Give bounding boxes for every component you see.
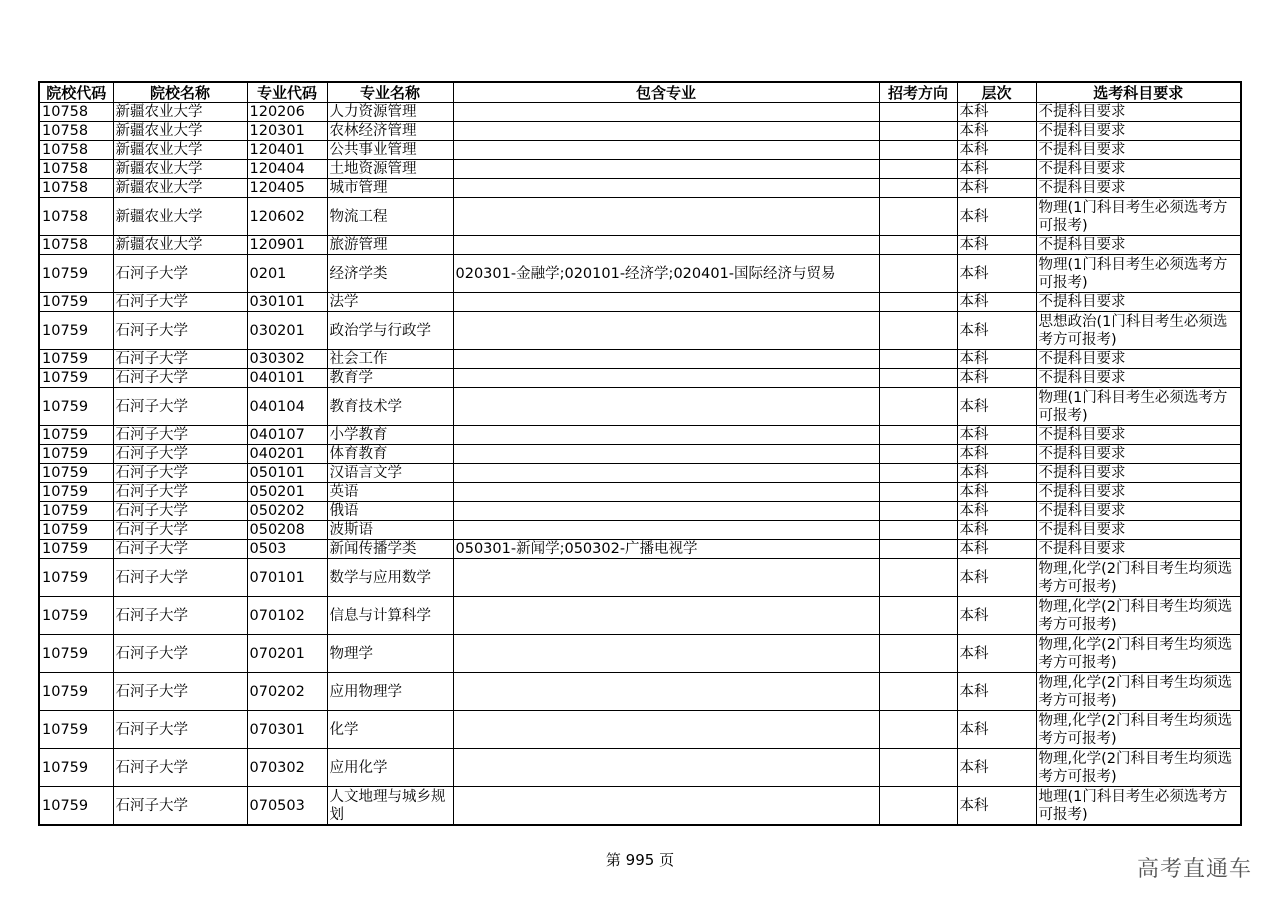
table-row bbox=[39, 521, 1241, 540]
table-row bbox=[39, 198, 1241, 236]
cell-school-name: 新疆农业大学 bbox=[113, 122, 247, 141]
cell-included-majors bbox=[453, 141, 879, 160]
cell-included-majors bbox=[453, 160, 879, 179]
cell-major-code: 050208 bbox=[247, 521, 327, 540]
cell-major-name: 物理学 bbox=[327, 635, 453, 673]
cell-subject-requirement: 地理(1门科目考生必须选考方可报考) bbox=[1036, 787, 1241, 826]
cell-direction bbox=[879, 483, 957, 502]
cell-included-majors bbox=[453, 502, 879, 521]
cell-level: 本科 bbox=[957, 236, 1036, 255]
cell-major-name: 新闻传播学类 bbox=[327, 540, 453, 559]
cell-major-name: 小学教育 bbox=[327, 426, 453, 445]
cell-subject-requirement: 物理(1门科目考生必须选考方可报考) bbox=[1036, 198, 1241, 236]
cell-level: 本科 bbox=[957, 122, 1036, 141]
header-direction: 招考方向 bbox=[879, 82, 957, 103]
cell-school-code: 10759 bbox=[39, 502, 113, 521]
cell-major-code: 070101 bbox=[247, 559, 327, 597]
header-subject-requirement: 选考科目要求 bbox=[1036, 82, 1241, 103]
cell-subject-requirement: 不提科目要求 bbox=[1036, 540, 1241, 559]
cell-major-code: 050202 bbox=[247, 502, 327, 521]
cell-school-code: 10759 bbox=[39, 445, 113, 464]
cell-major-name: 数学与应用数学 bbox=[327, 559, 453, 597]
cell-school-code: 10759 bbox=[39, 597, 113, 635]
cell-school-code: 10759 bbox=[39, 673, 113, 711]
cell-direction bbox=[879, 293, 957, 312]
cell-major-code: 120206 bbox=[247, 103, 327, 122]
cell-level: 本科 bbox=[957, 103, 1036, 122]
cell-major-code: 030302 bbox=[247, 350, 327, 369]
cell-subject-requirement: 不提科目要求 bbox=[1036, 350, 1241, 369]
cell-school-name: 石河子大学 bbox=[113, 426, 247, 445]
cell-included-majors bbox=[453, 635, 879, 673]
cell-major-name: 公共事业管理 bbox=[327, 141, 453, 160]
cell-direction bbox=[879, 749, 957, 787]
cell-major-code: 0503 bbox=[247, 540, 327, 559]
cell-school-name: 石河子大学 bbox=[113, 787, 247, 826]
header-level: 层次 bbox=[957, 82, 1036, 103]
cell-subject-requirement: 物理(1门科目考生必须选考方可报考) bbox=[1036, 388, 1241, 426]
cell-school-code: 10759 bbox=[39, 635, 113, 673]
cell-subject-requirement: 物理,化学(2门科目考生均须选考方可报考) bbox=[1036, 749, 1241, 787]
cell-major-name: 经济学类 bbox=[327, 255, 453, 293]
table-row bbox=[39, 350, 1241, 369]
cell-school-name: 新疆农业大学 bbox=[113, 198, 247, 236]
header-school-name: 院校名称 bbox=[113, 82, 247, 103]
table-row bbox=[39, 122, 1241, 141]
cell-school-name: 石河子大学 bbox=[113, 635, 247, 673]
cell-level: 本科 bbox=[957, 350, 1036, 369]
cell-school-name: 新疆农业大学 bbox=[113, 236, 247, 255]
cell-direction bbox=[879, 141, 957, 160]
cell-level: 本科 bbox=[957, 179, 1036, 198]
cell-level: 本科 bbox=[957, 483, 1036, 502]
cell-direction bbox=[879, 350, 957, 369]
cell-included-majors bbox=[453, 388, 879, 426]
header-major-name: 专业名称 bbox=[327, 82, 453, 103]
table-row bbox=[39, 255, 1241, 293]
header-row bbox=[39, 82, 1241, 103]
cell-subject-requirement: 不提科目要求 bbox=[1036, 369, 1241, 388]
cell-school-name: 新疆农业大学 bbox=[113, 141, 247, 160]
cell-direction bbox=[879, 179, 957, 198]
cell-subject-requirement: 不提科目要求 bbox=[1036, 122, 1241, 141]
cell-direction bbox=[879, 103, 957, 122]
cell-direction bbox=[879, 236, 957, 255]
cell-direction bbox=[879, 198, 957, 236]
cell-major-code: 120404 bbox=[247, 160, 327, 179]
cell-level: 本科 bbox=[957, 369, 1036, 388]
cell-subject-requirement: 物理,化学(2门科目考生均须选考方可报考) bbox=[1036, 673, 1241, 711]
cell-major-name: 社会工作 bbox=[327, 350, 453, 369]
table-row bbox=[39, 179, 1241, 198]
table-body bbox=[39, 103, 1241, 826]
cell-major-name: 人力资源管理 bbox=[327, 103, 453, 122]
cell-major-name: 旅游管理 bbox=[327, 236, 453, 255]
cell-major-code: 070202 bbox=[247, 673, 327, 711]
cell-school-name: 石河子大学 bbox=[113, 369, 247, 388]
table-row bbox=[39, 597, 1241, 635]
cell-subject-requirement: 不提科目要求 bbox=[1036, 103, 1241, 122]
cell-major-name: 物流工程 bbox=[327, 198, 453, 236]
cell-school-name: 石河子大学 bbox=[113, 350, 247, 369]
table-row bbox=[39, 369, 1241, 388]
cell-subject-requirement: 不提科目要求 bbox=[1036, 464, 1241, 483]
cell-school-code: 10758 bbox=[39, 122, 113, 141]
cell-school-code: 10758 bbox=[39, 103, 113, 122]
cell-school-name: 石河子大学 bbox=[113, 464, 247, 483]
cell-included-majors bbox=[453, 312, 879, 350]
cell-school-name: 新疆农业大学 bbox=[113, 160, 247, 179]
cell-major-name: 农林经济管理 bbox=[327, 122, 453, 141]
cell-school-code: 10759 bbox=[39, 293, 113, 312]
cell-direction bbox=[879, 559, 957, 597]
cell-direction bbox=[879, 388, 957, 426]
cell-major-code: 070201 bbox=[247, 635, 327, 673]
cell-school-code: 10759 bbox=[39, 711, 113, 749]
cell-subject-requirement: 物理,化学(2门科目考生均须选考方可报考) bbox=[1036, 711, 1241, 749]
cell-major-code: 040104 bbox=[247, 388, 327, 426]
cell-major-code: 120602 bbox=[247, 198, 327, 236]
cell-level: 本科 bbox=[957, 749, 1036, 787]
cell-school-code: 10758 bbox=[39, 160, 113, 179]
cell-major-code: 0201 bbox=[247, 255, 327, 293]
cell-school-code: 10759 bbox=[39, 350, 113, 369]
cell-school-name: 石河子大学 bbox=[113, 559, 247, 597]
cell-school-name: 石河子大学 bbox=[113, 521, 247, 540]
cell-school-code: 10759 bbox=[39, 483, 113, 502]
cell-subject-requirement: 不提科目要求 bbox=[1036, 160, 1241, 179]
cell-direction bbox=[879, 255, 957, 293]
cell-included-majors bbox=[453, 179, 879, 198]
cell-major-code: 120301 bbox=[247, 122, 327, 141]
cell-direction bbox=[879, 711, 957, 749]
cell-major-code: 070302 bbox=[247, 749, 327, 787]
cell-level: 本科 bbox=[957, 464, 1036, 483]
cell-direction bbox=[879, 464, 957, 483]
table-row bbox=[39, 635, 1241, 673]
cell-subject-requirement: 物理,化学(2门科目考生均须选考方可报考) bbox=[1036, 597, 1241, 635]
cell-included-majors bbox=[453, 122, 879, 141]
cell-school-code: 10759 bbox=[39, 312, 113, 350]
header-included-majors: 包含专业 bbox=[453, 82, 879, 103]
cell-included-majors bbox=[453, 673, 879, 711]
cell-major-name: 俄语 bbox=[327, 502, 453, 521]
cell-major-code: 040107 bbox=[247, 426, 327, 445]
cell-subject-requirement: 不提科目要求 bbox=[1036, 179, 1241, 198]
cell-level: 本科 bbox=[957, 426, 1036, 445]
cell-school-code: 10759 bbox=[39, 255, 113, 293]
cell-direction bbox=[879, 160, 957, 179]
cell-major-code: 030101 bbox=[247, 293, 327, 312]
cell-school-code: 10759 bbox=[39, 559, 113, 597]
cell-level: 本科 bbox=[957, 198, 1036, 236]
cell-major-code: 040101 bbox=[247, 369, 327, 388]
cell-school-name: 石河子大学 bbox=[113, 749, 247, 787]
table-row bbox=[39, 312, 1241, 350]
cell-major-name: 教育学 bbox=[327, 369, 453, 388]
page-number: 第 995 页 bbox=[605, 851, 675, 869]
cell-included-majors: 050301-新闻学;050302-广播电视学 bbox=[453, 540, 879, 559]
cell-direction bbox=[879, 312, 957, 350]
cell-level: 本科 bbox=[957, 255, 1036, 293]
cell-included-majors bbox=[453, 198, 879, 236]
cell-school-code: 10759 bbox=[39, 787, 113, 826]
cell-subject-requirement: 物理(1门科目考生必须选考方可报考) bbox=[1036, 255, 1241, 293]
cell-level: 本科 bbox=[957, 312, 1036, 350]
cell-direction bbox=[879, 635, 957, 673]
cell-major-code: 050101 bbox=[247, 464, 327, 483]
cell-included-majors: 020301-金融学;020101-经济学;020401-国际经济与贸易 bbox=[453, 255, 879, 293]
cell-direction bbox=[879, 426, 957, 445]
cell-major-code: 030201 bbox=[247, 312, 327, 350]
cell-school-name: 石河子大学 bbox=[113, 445, 247, 464]
cell-school-code: 10758 bbox=[39, 198, 113, 236]
cell-level: 本科 bbox=[957, 559, 1036, 597]
cell-major-name: 汉语言文学 bbox=[327, 464, 453, 483]
table-row bbox=[39, 103, 1241, 122]
cell-level: 本科 bbox=[957, 597, 1036, 635]
cell-level: 本科 bbox=[957, 521, 1036, 540]
cell-level: 本科 bbox=[957, 160, 1036, 179]
cell-subject-requirement: 不提科目要求 bbox=[1036, 445, 1241, 464]
cell-included-majors bbox=[453, 103, 879, 122]
table-row bbox=[39, 445, 1241, 464]
cell-subject-requirement: 不提科目要求 bbox=[1036, 426, 1241, 445]
cell-school-code: 10759 bbox=[39, 749, 113, 787]
cell-school-code: 10759 bbox=[39, 464, 113, 483]
cell-subject-requirement: 物理,化学(2门科目考生均须选考方可报考) bbox=[1036, 635, 1241, 673]
cell-subject-requirement: 不提科目要求 bbox=[1036, 236, 1241, 255]
cell-subject-requirement: 不提科目要求 bbox=[1036, 521, 1241, 540]
cell-school-name: 石河子大学 bbox=[113, 673, 247, 711]
cell-major-name: 教育技术学 bbox=[327, 388, 453, 426]
cell-level: 本科 bbox=[957, 445, 1036, 464]
cell-school-name: 石河子大学 bbox=[113, 255, 247, 293]
cell-level: 本科 bbox=[957, 711, 1036, 749]
cell-included-majors bbox=[453, 521, 879, 540]
cell-major-code: 120405 bbox=[247, 179, 327, 198]
cell-included-majors bbox=[453, 787, 879, 826]
cell-included-majors bbox=[453, 236, 879, 255]
table-row bbox=[39, 236, 1241, 255]
cell-included-majors bbox=[453, 559, 879, 597]
cell-major-code: 050201 bbox=[247, 483, 327, 502]
cell-school-code: 10759 bbox=[39, 388, 113, 426]
cell-school-code: 10758 bbox=[39, 141, 113, 160]
cell-included-majors bbox=[453, 293, 879, 312]
cell-included-majors bbox=[453, 597, 879, 635]
table-row bbox=[39, 464, 1241, 483]
cell-subject-requirement: 思想政治(1门科目考生必须选考方可报考) bbox=[1036, 312, 1241, 350]
cell-included-majors bbox=[453, 711, 879, 749]
table-row bbox=[39, 388, 1241, 426]
cell-subject-requirement: 不提科目要求 bbox=[1036, 502, 1241, 521]
table-row bbox=[39, 160, 1241, 179]
cell-subject-requirement: 不提科目要求 bbox=[1036, 141, 1241, 160]
header-major-code: 专业代码 bbox=[247, 82, 327, 103]
cell-direction bbox=[879, 540, 957, 559]
cell-school-code: 10759 bbox=[39, 369, 113, 388]
admission-table bbox=[38, 81, 1242, 826]
cell-school-code: 10759 bbox=[39, 521, 113, 540]
table-row bbox=[39, 483, 1241, 502]
cell-school-code: 10759 bbox=[39, 540, 113, 559]
cell-direction bbox=[879, 445, 957, 464]
cell-included-majors bbox=[453, 483, 879, 502]
cell-school-name: 石河子大学 bbox=[113, 388, 247, 426]
cell-major-name: 化学 bbox=[327, 711, 453, 749]
cell-direction bbox=[879, 673, 957, 711]
cell-school-name: 石河子大学 bbox=[113, 597, 247, 635]
cell-school-name: 石河子大学 bbox=[113, 312, 247, 350]
cell-major-name: 人文地理与城乡规划 bbox=[327, 787, 453, 826]
cell-school-name: 新疆农业大学 bbox=[113, 179, 247, 198]
table-row bbox=[39, 426, 1241, 445]
cell-subject-requirement: 物理,化学(2门科目考生均须选考方可报考) bbox=[1036, 559, 1241, 597]
cell-level: 本科 bbox=[957, 502, 1036, 521]
cell-major-name: 体育教育 bbox=[327, 445, 453, 464]
cell-school-name: 石河子大学 bbox=[113, 293, 247, 312]
cell-major-name: 法学 bbox=[327, 293, 453, 312]
cell-major-code: 120401 bbox=[247, 141, 327, 160]
cell-level: 本科 bbox=[957, 293, 1036, 312]
cell-school-code: 10758 bbox=[39, 236, 113, 255]
cell-major-code: 070301 bbox=[247, 711, 327, 749]
table-row bbox=[39, 559, 1241, 597]
cell-subject-requirement: 不提科目要求 bbox=[1036, 483, 1241, 502]
cell-major-code: 040201 bbox=[247, 445, 327, 464]
cell-major-name: 应用化学 bbox=[327, 749, 453, 787]
cell-major-code: 070102 bbox=[247, 597, 327, 635]
cell-included-majors bbox=[453, 350, 879, 369]
table-row bbox=[39, 787, 1241, 826]
cell-major-code: 120901 bbox=[247, 236, 327, 255]
cell-direction bbox=[879, 597, 957, 635]
cell-level: 本科 bbox=[957, 673, 1036, 711]
cell-school-name: 新疆农业大学 bbox=[113, 103, 247, 122]
table-row bbox=[39, 293, 1241, 312]
cell-direction bbox=[879, 369, 957, 388]
cell-school-name: 石河子大学 bbox=[113, 502, 247, 521]
cell-major-name: 英语 bbox=[327, 483, 453, 502]
cell-level: 本科 bbox=[957, 141, 1036, 160]
cell-level: 本科 bbox=[957, 635, 1036, 673]
cell-direction bbox=[879, 122, 957, 141]
cell-direction bbox=[879, 787, 957, 826]
cell-major-name: 波斯语 bbox=[327, 521, 453, 540]
cell-major-name: 政治学与行政学 bbox=[327, 312, 453, 350]
cell-major-name: 信息与计算科学 bbox=[327, 597, 453, 635]
cell-included-majors bbox=[453, 749, 879, 787]
cell-included-majors bbox=[453, 369, 879, 388]
header-school-code: 院校代码 bbox=[39, 82, 113, 103]
cell-major-name: 城市管理 bbox=[327, 179, 453, 198]
table-row bbox=[39, 502, 1241, 521]
table-row bbox=[39, 540, 1241, 559]
cell-subject-requirement: 不提科目要求 bbox=[1036, 293, 1241, 312]
cell-school-code: 10759 bbox=[39, 426, 113, 445]
cell-school-name: 石河子大学 bbox=[113, 711, 247, 749]
cell-major-name: 土地资源管理 bbox=[327, 160, 453, 179]
table-row bbox=[39, 141, 1241, 160]
cell-major-name: 应用物理学 bbox=[327, 673, 453, 711]
cell-level: 本科 bbox=[957, 540, 1036, 559]
table-row bbox=[39, 749, 1241, 787]
cell-level: 本科 bbox=[957, 787, 1036, 826]
cell-included-majors bbox=[453, 445, 879, 464]
cell-included-majors bbox=[453, 426, 879, 445]
cell-school-name: 石河子大学 bbox=[113, 483, 247, 502]
cell-direction bbox=[879, 502, 957, 521]
cell-direction bbox=[879, 521, 957, 540]
table-row bbox=[39, 711, 1241, 749]
cell-school-name: 石河子大学 bbox=[113, 540, 247, 559]
cell-school-code: 10758 bbox=[39, 179, 113, 198]
table-row bbox=[39, 673, 1241, 711]
watermark-logo: 高考直通车 bbox=[1136, 857, 1252, 882]
cell-major-code: 070503 bbox=[247, 787, 327, 826]
cell-included-majors bbox=[453, 464, 879, 483]
cell-level: 本科 bbox=[957, 388, 1036, 426]
